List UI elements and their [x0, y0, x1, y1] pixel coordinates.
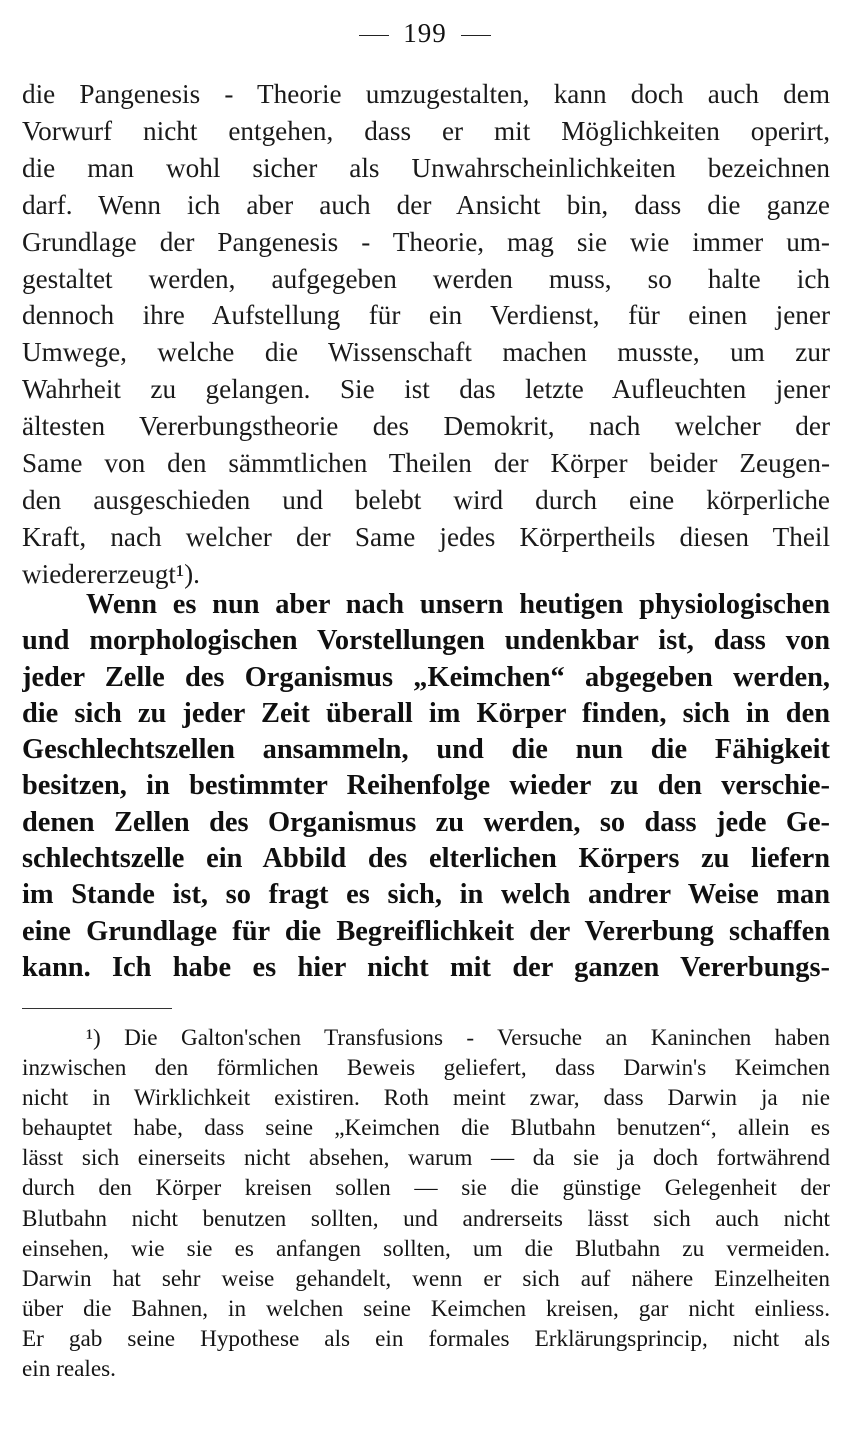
text-line: schlechtszelle ein Abbild des elterlichen Körpers zu liefern — [22, 843, 830, 875]
footnote-line: Darwin hat sehr weise gehandelt, wenn er sich auf nähere Einzelheiten — [22, 1265, 830, 1292]
text-line: jeder Zelle des Organismus „Keimchen“ abgegeben werden, — [22, 661, 830, 693]
text-line: dennoch ihre Aufstellung für ein Verdienst, für einen jener — [22, 300, 830, 331]
footnote-line: behauptet habe, dass seine „Keimchen die Blutbahn benutzen“, allein es — [22, 1115, 830, 1142]
footnote-line: Blutbahn nicht benutzen sollten, und andrerseits lässt sich auch nicht — [22, 1205, 830, 1232]
text-line: gestaltet werden, aufgegeben werden muss, so halte ich — [22, 263, 830, 294]
footnote-line: lässt sich einerseits nicht absehen, warum — da sie ja doch fortwährend — [22, 1145, 830, 1172]
text-line: im Stande ist, so fragt es sich, in welch andrer Weise man — [22, 879, 830, 911]
footnote-line: inzwischen den förmlichen Beweis geliefert, dass Darwin's Keimchen — [22, 1055, 830, 1082]
text-line: Wahrheit zu gelangen. Sie ist das letzte Aufleuchten jener — [22, 374, 830, 405]
text-line: die sich zu jeder Zeit überall im Körper finden, sich in den — [22, 697, 830, 729]
header-dash-right — [461, 35, 491, 36]
text-line: eine Grundlage für die Begreiflichkeit der Vererbung schaffen — [22, 915, 830, 947]
text-line: denen Zellen des Organismus zu werden, so dass jede Ge- — [22, 806, 830, 838]
text-line: und morphologischen Vorstellungen undenkbar ist, dass von — [22, 625, 830, 657]
footnote-line: nicht in Wirklichkeit existiren. Roth meint zwar, dass Darwin ja nie — [22, 1085, 830, 1112]
text-line-indented: Wenn es nun aber nach unsern heutigen physiologischen — [86, 589, 830, 620]
paragraph-2 — [22, 587, 830, 986]
text-line: die man wohl sicher als Unwahrscheinlichkeiten bezeichnen — [22, 152, 830, 183]
text-line: wiedererzeugt¹). — [22, 558, 200, 589]
page-number: 199 — [403, 18, 447, 48]
footnote-line: durch den Körper kreisen sollen — sie die günstige Gelegenheit der — [22, 1175, 830, 1202]
text-line: die Pangenesis - Theorie umzugestalten, kann doch auch dem — [22, 79, 830, 109]
text-line: Umwege, welche die Wissenschaft machen musste, um zur — [22, 337, 830, 368]
text-line: ältesten Vererbungstheorie des Demokrit, nach welcher der — [22, 411, 830, 442]
text-line: den ausgeschieden und belebt wird durch eine körperliche — [22, 484, 830, 515]
paragraph-1 — [22, 76, 830, 593]
header-dash-left — [359, 35, 389, 36]
page-header — [0, 18, 850, 49]
footnote-line: Er gab seine Hypothese als ein formales Erklärungsprincip, nicht als — [22, 1325, 830, 1352]
text-line: Vorwurf nicht entgehen, dass er mit Möglichkeiten operirt, — [22, 115, 830, 146]
text-line: Same von den sämmtlichen Theilen der Körper beider Zeugen- — [22, 448, 830, 479]
footnote-line: ein reales. — [22, 1356, 116, 1383]
text-line: Grundlage der Pangenesis - Theorie, mag sie wie immer um- — [22, 226, 830, 257]
text-line: besitzen, in bestimmter Reihenfolge wieder zu den verschie- — [22, 770, 830, 802]
footnote-separator — [22, 1008, 172, 1009]
text-line: darf. Wenn ich aber auch der Ansicht bin, dass die ganze — [22, 189, 830, 220]
text-line: Kraft, nach welcher der Same jedes Körpertheils diesen Theil — [22, 521, 830, 552]
footnote-line: ¹) Die Galton'schen Transfusions - Versuche an Kaninchen haben — [86, 1025, 830, 1051]
footnote — [22, 1023, 830, 1384]
footnote-line: über die Bahnen, in welchen seine Keimchen kreisen, gar nicht einliess. — [22, 1295, 830, 1322]
footnote-line: einsehen, wie sie es anfangen sollten, um die Blutbahn zu vermeiden. — [22, 1235, 830, 1262]
text-line: Geschlechtszellen ansammeln, und die nun die Fähigkeit — [22, 734, 830, 766]
text-line: kann. Ich habe es hier nicht mit der ganzen Vererbungs- — [22, 951, 830, 983]
